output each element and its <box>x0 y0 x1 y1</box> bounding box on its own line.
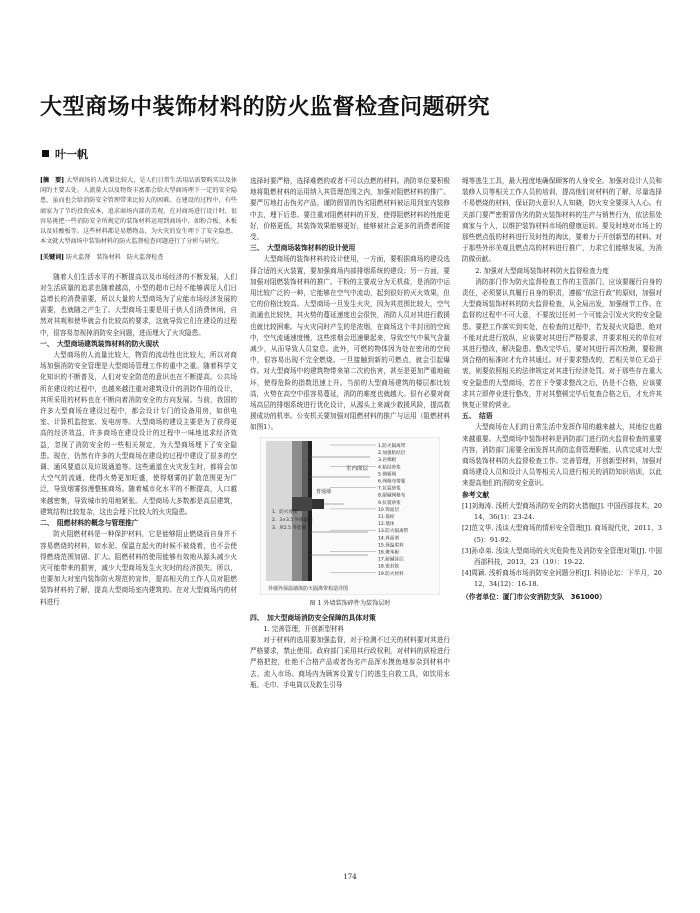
section-heading: 一、 大型商场建筑装饰材料的防火现状 <box>40 339 159 348</box>
article-title: 大型商场中装饰材料的防火监督检查问题研究 <box>40 95 491 120</box>
column-right-body <box>462 176 662 490</box>
figure-1 <box>250 437 450 597</box>
references-list <box>462 501 662 591</box>
paragraph: 对于材料的选用要加强监督，对于检测不过关的材料要对其进行严格要求，禁止使用。政府部门采用其行政权利，对材料的质检进行严格把控，杜绝不合格产品或者伪劣产品浑水摸鱼地参杂到材料中去，流入市场。商场内为顾客设置专门的逃生自救工具，如饮用水瓶、毛巾、手电筒以及救生引导 <box>250 636 450 689</box>
bullet-square-icon <box>42 150 49 157</box>
paragraph: 大型商场的装饰材料的设计使用，一方面，要根据商场的建设选择合适的灭火装置，要加强商场内部排烟系统的建设；另一方面，要加强对阻燃装饰材料的推广。干粉的主要成分为无机盐，是消防中运用比较广泛的一种，它能够在空气中流动，起到很好的灭火效果，但它的价格比较高。大型商场一旦发生火灾，因为其范围比较大，空气流通也比较快，其火势的蔓延速度也会很快，消防人员对其进行救援也就比较困难。与火灾同时产生的是浓烟，在商场这个半封闭的空间中，空气流通速度慢，这些浓烟会迅速聚起来，导致空气中氧气含量减少，从而导致人员窒息。此外，可燃的物体因为处在密闭的空间中，很容易出现不完全燃烧。一旦接触到新的可燃点，就会引起爆炸。对大型商场中的建筑物带来第二次的伤害，甚至是更加严重地破坏，使得危险的指数迅速上升。当前的大型商场建筑的楼层都比较高，火势在高空中很容易蔓延，消防的难度也就越大。很有必要对商场高层的排烟系统进行优化设计，从源头上来减少救援风险，提高救援成功的机率。公安机关要加强对阻燃材料的推广与运用（阻燃材料如图1）。 <box>250 255 450 432</box>
figure-legend-item: 17.耐碱涂层 <box>378 557 404 563</box>
section-heading: 三、 大型商场装饰材料的设计使用 <box>250 244 356 253</box>
figure-caption: 图 1 外墙装饰碎件为装饰层时 <box>309 599 391 607</box>
figure-legend-item: 19.防火材料 <box>378 571 404 577</box>
column-middle <box>250 176 450 866</box>
figure-top-label: 室内面层 <box>346 465 369 472</box>
figure-bottom-note: 外墙外保温墙体防火隔离带构造详图 <box>268 585 349 592</box>
references-heading: 参考文献 <box>462 490 490 499</box>
column-left-body <box>40 272 237 608</box>
paragraph: 大型商场在人们的日常生活中发挥作用的越来越大，其地位也越来越重要。大型商场中装饰材料是消防部门进行防火监督检查的重要内容，消防部门需要全面发挥其消防监督管理职能，认真完成对大型商场装饰材料防火监督检查工作。完善管理，开创新型材料，加强对商场建设人员和设计人员等相关人员进行相关的消防知识培训，以此来提高他们的消防安全意识。 <box>462 423 662 488</box>
paragraph: 绳等逃生工具，最大程度地确保顾客的人身安全。加强对设计人员和装修人员等相关工作人员的培训，提高他们对材料的了解，尽量选择不易燃烧的材料，保证防火意识人人知晓，防火安全要深入人心。有关部门要严密假冒伪劣的防火装饰材料的生产与销售行为，依法惩处商家与个人，以维护装饰材料市场的健康运转。要及时地对市场上的那些燃点低的材料进行及时性的淘汰，要着力于开创新型的材料。对于那些外形美观且燃点高的材料进行推广，力求它们能够发展，为消防做贡献。 <box>462 177 662 264</box>
figure-legend-item: 2.加强粘结层 <box>378 450 406 456</box>
figure-note-2: 2．3×3.5 外保温层 <box>272 517 313 523</box>
figure-legend-item: 7.抗裂砂浆 <box>378 486 401 492</box>
figure-legend-item: 11.锚栓 <box>378 514 395 520</box>
figure-legend-item: 12.墙体 <box>378 521 395 527</box>
figure-note-1: 1．防火处理 <box>272 509 298 515</box>
reference-item: [3]孙卓弟. 浅谈大型商场的火灾危险性及消防安全管理对策[J]. 中国西部科技，2013，23（19）：19-22. <box>462 546 662 566</box>
figure-legend-item: 14.界面剂 <box>378 535 400 541</box>
figure-legend-item: 15.保温浆料 <box>378 543 404 549</box>
figure-legend-item: 13.防火隔离带 <box>378 528 409 534</box>
paragraph: 1. 完善管理，开创新型材料 <box>263 624 345 633</box>
keywords-tag: [关键词] <box>40 254 65 262</box>
figure-legend-item: 5.钢板网 <box>378 472 397 478</box>
author-affiliation: （作者单位：厦门市公安消防支队 361000） <box>462 592 606 601</box>
figure-legend-item: 10.饰面层 <box>378 507 400 513</box>
section-heading: 二、 阻燃材料的概念与管理推广 <box>40 519 139 528</box>
section-heading: 五、 结语 <box>462 412 493 421</box>
column-middle-top <box>250 176 450 434</box>
section-heading: 四、 加大型商场消防安全保障的具体对策 <box>250 613 376 622</box>
figure-legend-item: 18.密封胶 <box>378 564 400 570</box>
figure-legend-item: 1.防火隔离带 <box>378 443 406 449</box>
figure-legend-item: 4.粘结砂浆 <box>378 464 401 470</box>
column-middle-bottom <box>250 613 450 691</box>
column-right <box>462 176 662 866</box>
insulation-diagram <box>260 437 440 595</box>
keywords-text: 防火监督 装饰材料 防火监督检查 <box>66 254 164 262</box>
reference-item: [4]周颖. 浅析商场市场消防安全问题分析[J]. 科协论坛：下半月，2012，34(12)：16-18. <box>462 569 662 589</box>
figure-legend-item: 16.聚苯板 <box>378 550 400 556</box>
paragraph: 消防部门作为防火监督检查工作的主管部门，应该要履行自身的责任，必须要认真履行自身的职责，遵循“依法行政”的原则，加强对大型商场装饰材料的防火监督检查，从全局出发，加强细节工作。在监督的过程中不可大意，不要放过任何一个可能会引发火灾的安全隐患。要把工作落实到实处，在检查的过程中，若发现火灾隐患，绝对不能对此进行放纵，应该要对其进行严格要求，并要求相关的单位对其进行整改，解决隐患。整改完毕后，要对其进行再次检测，要检测到合格的标准时才允许其通过。对于要求整改的，若相关单位无动于衷，则要依照相关的法律规定对其进行经济处罚。对于那些存在重大安全隐患的大型商场，若在下令要求整改之后，仍是不合格，应该要求其立即停业进行整改，并对其整顿完毕后复查合格之后，才允许其恢复正常的营业。 <box>462 277 662 410</box>
paragraph: 选择时要严格，选择难燃的或者不可以点燃的材料。消防单位要积极地将阻燃材料的运用纳入其管理范围之内，加强对阻燃材料的推广。要严厉地打击伪劣产品，谨防假冒的伪劣阻燃材料被运用到室内装修中去，埋下后患。要注重对阻燃材料的开发，使得阻燃材料的性能更好，价格更低，其装饰效果能够更好，能够被社会更多的消费者所接受。 <box>250 177 450 242</box>
reference-item: [1]刘海涛. 浅析大型商场消防安全的防火措施[J]. 中国西部技术，2014，36(1)：23-24. <box>462 501 662 522</box>
paragraph: 大型商场的人流量比较大，物资的流动性也比较大，所以对商场加强消防安全管理是大型商场管理工作的重中之重。随着科学文化知识的不断普及，人们对安全防范的意识也在不断提高。公共场所在建设的过程中，也越来越注重对建筑设计的消防作用的设计，其所采用的材料也在不断向着消防安全的方向发展。当前，我国的许多大型商场在建设过程中，都会设计专门的设备用房，如供电室、计算机监控室、发电房等。大型商场的建设主要是为了获得更高的经济效益，许多商场在建设设计的过程中一味地追求经济效益，忽视了消防安全的一些相关规定，为大型商场埋下了安全隐患。现在，仍然有许多的大型商场在建设的过程中建设了很多的空调、通风要道以及垃圾通道等。这些通道在火灾发生时，都将会加大空气的流通，使得火势更加旺盛，使得烟雾的扩散范围更为广泛，导致烟雾弥漫整栋商场。随着城市化水平的不断提高，人口越来越密集，导致城市的用地紧张。大型商场大多数都是高层建筑，建筑结构比较复杂，这也会埋下比较大的火灾隐患。 <box>40 351 237 516</box>
figure-legend-item: 8.耐碱网格布 <box>378 493 406 499</box>
column-left <box>40 176 237 866</box>
paragraph: 防火阻燃材料是一种保护材料，它是能够阻止燃烧而自身并不容易燃烧的材料，如水泥、保温在起火的时候不被烧着，也不会使得燃烧范围加剧、扩大。阻燃材料的使用能够有效地从源头减少火灾可能带来的损害，减少大型商场发生火灾时的经济损失。所以，也要加大对室内装饰防火规范的宣传，提高相关的工作人员对阻燃装饰材料的了解，提高大型商场室内建筑的。在对大型商场内的材料进行 <box>40 530 237 606</box>
paragraph: 2. 加强对大型商场装饰材料防火监督检查力度 <box>475 266 609 275</box>
reference-item: [2]范文华. 浅谈大型商场的情形安全管理[J]. 商场现代化，2011，3(5)：91-92. <box>462 524 662 544</box>
author-name: 叶一帆 <box>55 148 88 161</box>
abstract-tag: [摘 要] <box>40 177 65 184</box>
keywords <box>40 253 237 263</box>
paragraph: 随着人们生活水平的不断提高以及市场经济的不断发展，人们对生活质量的追求也随着越高，小型的超市已经不能够满足人们日益增长的消费需要，所以大量的大型商场为了应能市场经济发展的需要，也就随之产生了。大型商场主要是用于供人们消费休闲，自然对其观和使华就会有比较高的要求，这就导致它们在建设的过程中，很容易忽视掉消防安全问题，进而埋大了火灾隐患。 <box>40 272 237 337</box>
figure-legend-item: 9.抗裂砂浆 <box>378 500 401 506</box>
figure-note-3: 3．厚2.5 外装修 <box>272 525 306 531</box>
figure-legend-item: 6.网格布增强 <box>378 479 406 485</box>
page-number: 174 <box>343 873 357 881</box>
abstract <box>40 176 237 247</box>
figure-legend-item: 3.岩棉板 <box>378 457 397 463</box>
figure-mid-label: 普通墙 <box>316 488 332 495</box>
author-line <box>42 146 88 162</box>
abstract-text: 大型商场的人流量比较大，是人们日常生活用品需要购买以及休闲的主要去处。人流量大以及物资丰富都会给大型商场埋下一定的安全隐患，虽而也会给消防安全管理带来比较大的困难。在建设的过程中，有些商家为了节约投资成本，追求商场内部的美观，在对商场进行设计时，很容易挑把一些消防安全所规定的装饰材料运用到商场中，如粉合板、木板以及硅酸板等。这些材料都是易燃物品，为火灾的发生埋下了安全隐患。本文就大型商场中装饰材料的防火监督检查问题进行了分析与研究。 <box>40 177 237 246</box>
